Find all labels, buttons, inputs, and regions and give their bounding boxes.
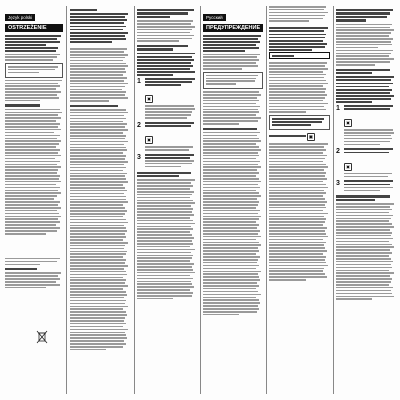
russian-step-3 <box>336 180 396 192</box>
step-number: 2 <box>336 148 340 156</box>
russian-section-heading <box>336 69 396 75</box>
russian-text-block <box>336 76 396 103</box>
polish-text-block <box>5 109 63 235</box>
polish-text-block <box>70 13 130 43</box>
polish-text-block <box>70 109 130 351</box>
column-divider <box>134 6 135 394</box>
column-divider <box>266 6 267 394</box>
russian-language-tab: Русский <box>203 14 226 21</box>
russian-warning-text <box>203 35 263 70</box>
russian-text-block <box>203 91 263 124</box>
polish-section-heading <box>5 104 63 106</box>
square-symbol-icon: ▣ <box>344 119 352 127</box>
polish-section-heading <box>70 105 130 107</box>
russian-warning-header: ПРЕДУПРЕЖДЕНИЕ <box>203 24 263 32</box>
russian-column-1 <box>203 6 263 394</box>
polish-warning-header: OSTRZEŻENIE <box>5 24 63 32</box>
russian-section-heading <box>203 128 263 130</box>
polish-section-heading <box>70 9 130 11</box>
russian-text-block <box>336 50 396 66</box>
polish-warning-text <box>5 35 63 61</box>
step-number: 3 <box>137 153 141 161</box>
russian-text-block <box>336 24 396 49</box>
polish-column-2 <box>70 6 130 394</box>
polish-section-heading <box>137 9 197 18</box>
polish-section-heading <box>5 268 63 270</box>
polish-section-heading <box>137 45 197 51</box>
column-divider <box>200 6 201 394</box>
polish-text-block <box>5 258 63 265</box>
polish-text-block <box>137 53 197 76</box>
square-symbol-icon: ▣ <box>145 95 153 103</box>
polish-column-3 <box>137 6 197 394</box>
russian-section-heading <box>269 133 330 141</box>
russian-section-banner <box>269 52 330 59</box>
polish-notice-box <box>5 63 63 78</box>
square-symbol-icon: ▣ <box>145 136 153 144</box>
polish-text-block <box>137 179 197 299</box>
step-number: 1 <box>137 78 141 86</box>
polish-column-1 <box>5 6 63 394</box>
russian-step-2 <box>336 148 396 178</box>
polish-text-block <box>5 272 63 288</box>
russian-step-1 <box>336 105 396 147</box>
polish-section-heading <box>137 172 197 178</box>
russian-text-block <box>269 6 330 22</box>
column-divider <box>66 6 67 394</box>
russian-column-3 <box>336 6 396 394</box>
step-number: 1 <box>336 104 340 112</box>
russian-text-block <box>203 132 263 316</box>
polish-step-3 <box>137 154 197 169</box>
column-divider <box>333 6 334 394</box>
russian-text-block <box>336 203 396 300</box>
russian-text-block <box>269 62 330 113</box>
crossed-out-bin-icon <box>36 330 48 346</box>
step-number: 3 <box>336 180 340 188</box>
russian-text-block <box>269 143 330 280</box>
polish-text-block <box>137 20 197 42</box>
polish-text-block <box>5 80 63 102</box>
polish-step-1 <box>137 78 197 120</box>
russian-text-block <box>269 27 330 50</box>
russian-notice-box <box>203 72 263 90</box>
square-symbol-icon: ▣ <box>307 133 315 141</box>
russian-section-heading <box>336 9 396 22</box>
step-number: 2 <box>137 121 141 129</box>
polish-language-tab: Język polski <box>5 14 35 21</box>
polish-step-2 <box>137 122 197 152</box>
russian-column-2 <box>269 6 330 394</box>
russian-notice-box <box>269 115 330 130</box>
polish-text-block <box>70 48 130 102</box>
russian-section-heading <box>336 195 396 201</box>
square-symbol-icon: ▣ <box>344 163 352 171</box>
